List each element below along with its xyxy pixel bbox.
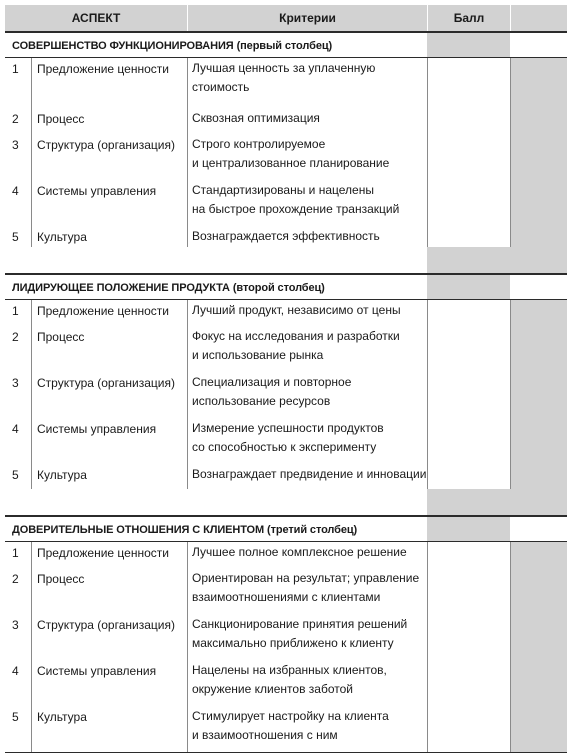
criteria-line: и централизованное планирование xyxy=(192,156,390,170)
criteria-line: Ориентирован на результат; управление xyxy=(192,571,420,585)
row-criteria xyxy=(192,327,428,365)
section-title: СОВЕРШЕНСТВО ФУНКЦИОНИРОВАНИЯ (первый столбец) xyxy=(12,40,333,52)
row-aspect: Системы управления xyxy=(37,422,157,436)
column-separator xyxy=(510,300,511,489)
section-title: ЛИДИРУЮЩЕЕ ПОЛОЖЕНИЕ ПРОДУКТА (второй столбец) xyxy=(12,282,325,294)
criteria-line: Фокус на исследования и разработки xyxy=(192,329,400,343)
criteria-line: Лучший продукт, независимо от цены xyxy=(192,303,401,317)
criteria-line: Вознаграждает предвидение и инновации xyxy=(192,467,427,481)
header-score: Балл xyxy=(427,5,510,31)
row-number: 5 xyxy=(12,710,19,724)
row-criteria xyxy=(192,181,428,219)
row-aspect: Процесс xyxy=(37,330,85,344)
criteria-line: и взаимоотношения с ним xyxy=(192,728,338,742)
row-criteria xyxy=(192,661,428,699)
row-aspect: Процесс xyxy=(37,572,85,586)
row-number: 2 xyxy=(12,572,19,586)
column-separator xyxy=(510,542,511,753)
section-score-cell xyxy=(427,517,510,542)
section-score-total xyxy=(427,489,510,515)
header-criteria: Критерии xyxy=(187,5,427,31)
criteria-line: и использование рынка xyxy=(192,348,324,362)
row-aspect: Предложение ценности xyxy=(37,62,169,76)
column-separator xyxy=(31,542,32,753)
criteria-line: Нацелены на избранных клиентов, xyxy=(192,663,387,677)
section-title-underline xyxy=(5,541,567,542)
column-separator xyxy=(510,58,511,247)
table-bottom-border xyxy=(5,752,567,753)
row-criteria xyxy=(192,543,428,562)
row-number: 1 xyxy=(12,62,19,76)
section-title-underline xyxy=(5,299,567,300)
column-separator xyxy=(187,58,188,247)
criteria-line: Сквозная оптимизация xyxy=(192,111,320,125)
criteria-line: Стандартизированы и нацелены xyxy=(192,183,374,197)
row-criteria xyxy=(192,615,428,653)
criteria-line: на быстрое прохождение транзакций xyxy=(192,202,400,216)
row-criteria xyxy=(192,59,428,97)
header-total xyxy=(510,5,567,31)
criteria-line: Строго контролируемое xyxy=(192,137,326,151)
row-number: 1 xyxy=(12,546,19,560)
row-number: 3 xyxy=(12,376,19,390)
row-number: 3 xyxy=(12,138,19,152)
criteria-line: использование ресурсов xyxy=(192,394,331,408)
row-aspect: Структура (организация) xyxy=(37,618,175,632)
criteria-line: взаимоотношениями с клиентами xyxy=(192,590,381,604)
row-criteria xyxy=(192,301,428,320)
section-score-cell xyxy=(427,33,510,58)
row-criteria xyxy=(192,569,428,607)
row-criteria xyxy=(192,465,428,484)
total-column-cell xyxy=(510,58,567,273)
header-aspect: АСПЕКТ xyxy=(5,5,187,31)
row-number: 5 xyxy=(12,230,19,244)
row-aspect: Предложение ценности xyxy=(37,304,169,318)
row-aspect: Структура (организация) xyxy=(37,138,175,152)
row-aspect: Системы управления xyxy=(37,184,157,198)
row-aspect: Культура xyxy=(37,230,87,244)
row-criteria xyxy=(192,227,428,246)
criteria-line: Специализация и повторное xyxy=(192,375,352,389)
row-aspect: Системы управления xyxy=(37,664,157,678)
row-number: 5 xyxy=(12,468,19,482)
row-aspect: Структура (организация) xyxy=(37,376,175,390)
row-aspect: Культура xyxy=(37,710,87,724)
column-separator xyxy=(187,300,188,489)
row-aspect: Культура xyxy=(37,468,87,482)
criteria-line: Лучшая ценность за уплаченную xyxy=(192,61,376,75)
criteria-line: Измерение успешности продуктов xyxy=(192,421,384,435)
row-number: 1 xyxy=(12,304,19,318)
criteria-line: Санкционирование принятия решений xyxy=(192,617,408,631)
row-number: 3 xyxy=(12,618,19,632)
row-number: 4 xyxy=(12,184,19,198)
column-separator xyxy=(31,58,32,247)
criteria-line: стоимость xyxy=(192,80,250,94)
section-score-total xyxy=(427,247,510,273)
total-column-cell xyxy=(510,300,567,515)
row-criteria xyxy=(192,135,428,173)
row-criteria xyxy=(192,109,428,128)
row-criteria xyxy=(192,707,428,745)
row-number: 2 xyxy=(12,330,19,344)
row-number: 4 xyxy=(12,422,19,436)
section-title: ДОВЕРИТЕЛЬНЫЕ ОТНОШЕНИЯ С КЛИЕНТОМ (третий столбец) xyxy=(12,524,358,536)
row-aspect: Процесс xyxy=(37,112,85,126)
row-criteria xyxy=(192,373,428,411)
criteria-line: со способностью к эксперименту xyxy=(192,440,377,454)
section-score-cell xyxy=(427,275,510,300)
column-separator xyxy=(31,300,32,489)
row-criteria xyxy=(192,419,428,457)
criteria-line: окружение клиентов заботой xyxy=(192,682,353,696)
criteria-line: Стимулирует настройку на клиента xyxy=(192,709,389,723)
row-number: 2 xyxy=(12,112,19,126)
criteria-line: Лучшее полное комплексное решение xyxy=(192,545,407,559)
section-title-underline xyxy=(5,57,567,58)
criteria-line: Вознаграждается эффективность xyxy=(192,229,380,243)
criteria-table xyxy=(5,5,567,753)
column-separator xyxy=(187,542,188,753)
row-number: 4 xyxy=(12,664,19,678)
criteria-line: максимально приближено к клиенту xyxy=(192,636,394,650)
row-aspect: Предложение ценности xyxy=(37,546,169,560)
total-column-cell xyxy=(510,542,567,753)
